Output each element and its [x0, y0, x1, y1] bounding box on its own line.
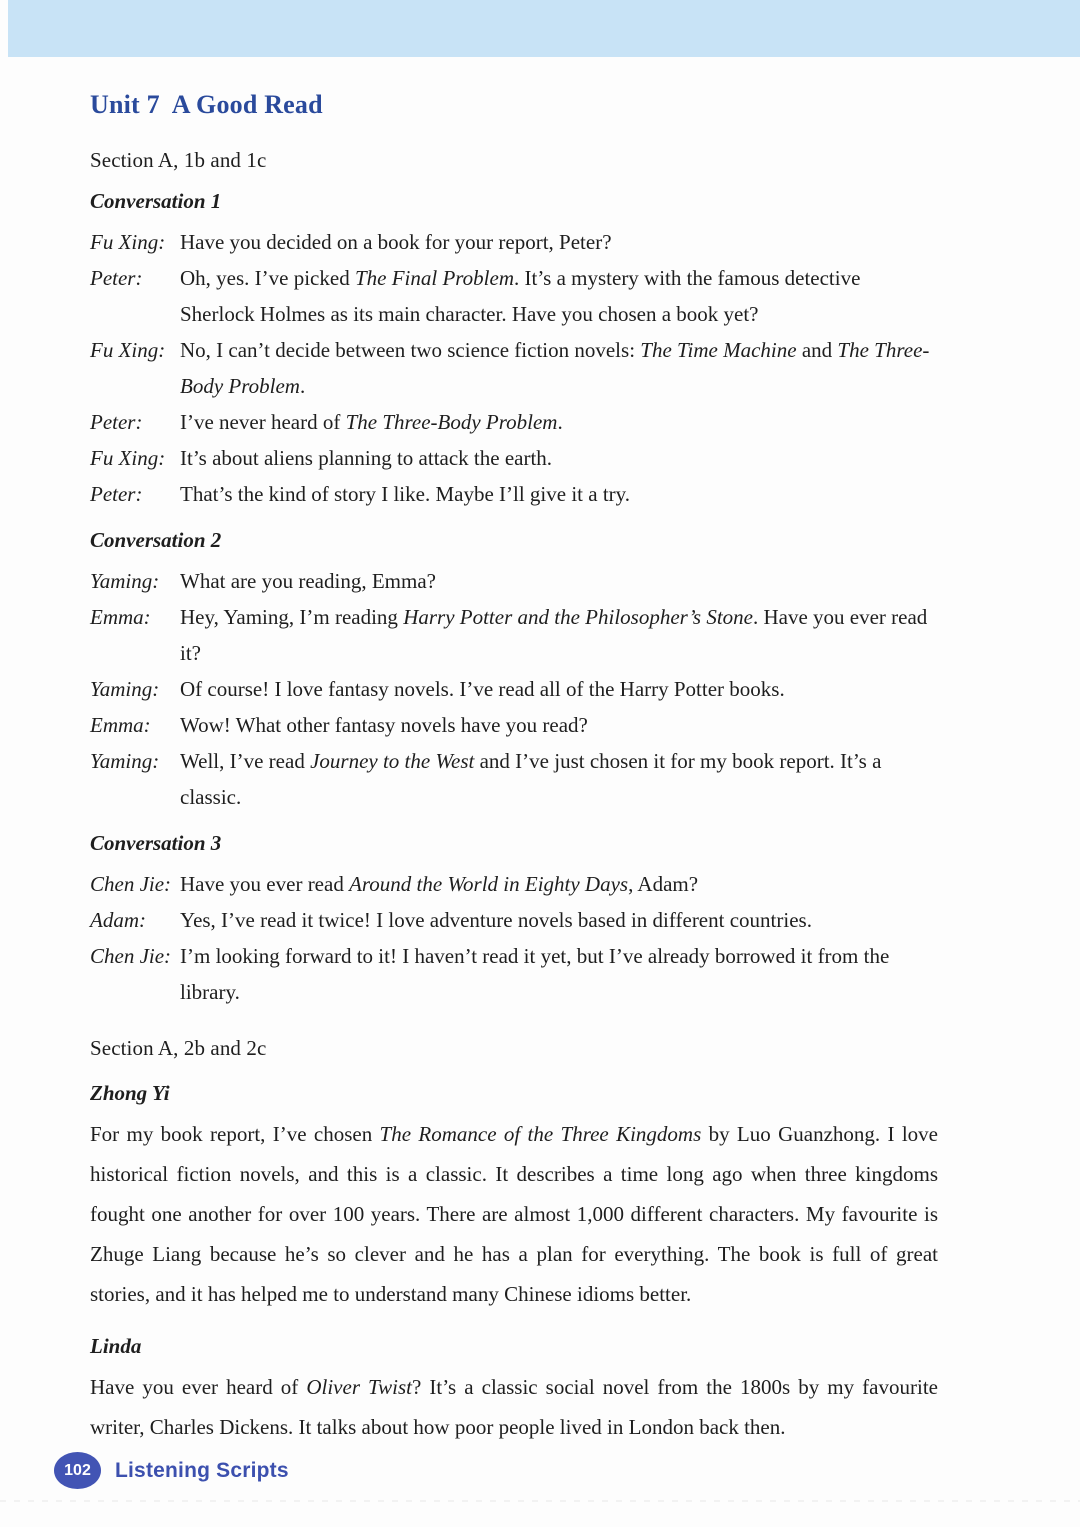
dialogue-text: [180, 599, 938, 671]
dialogue-text: [180, 440, 938, 476]
book-title-italic: Journey to the West: [310, 749, 475, 773]
dialogue-text: [180, 743, 938, 815]
conversation-block-2: [90, 528, 938, 815]
dialogue-line: [90, 902, 938, 938]
dialogue-line: [90, 440, 938, 476]
conversation-title: Conversation 2: [90, 528, 222, 552]
text-segment: It’s about aliens planning to attack the earth.: [180, 446, 553, 470]
page-content: [90, 0, 938, 1447]
dialogue-text: [180, 332, 938, 404]
text-segment: ? It’s a classic social novel from the 1800s by my favourite writer, Charles Dickens. It talks about how poor people lived in London back then.: [90, 1375, 938, 1439]
footer-section-label: Listening Scripts: [115, 1458, 289, 1482]
text-segment: Wow! What other fantasy novels have you read?: [180, 713, 588, 737]
dialogue-line: [90, 866, 938, 902]
speaker-name: Yaming:: [90, 569, 160, 593]
text-segment: Oh, yes. I’ve picked: [180, 266, 355, 290]
dialogue-line: [90, 224, 938, 260]
monologue-speaker-heading: Zhong Yi: [90, 1081, 170, 1105]
dialogue-line: [90, 404, 938, 440]
dialogue-line: [90, 938, 938, 1010]
dialogue-text: [180, 224, 938, 260]
page-number-badge: 102: [54, 1452, 101, 1489]
text-segment: . It’s a mystery with the famous detective Sherlock Holmes as its main character. Have you chosen a book yet?: [180, 266, 861, 326]
unit-title: Unit 7 A Good Read: [90, 90, 323, 119]
speaker-name: Adam:: [90, 908, 146, 932]
text-segment: I’ve never heard of: [180, 410, 346, 434]
text-segment: That’s the kind of story I like. Maybe I’ll give it a try.: [180, 482, 631, 506]
speaker-name: Yaming:: [90, 749, 160, 773]
text-segment: No, I can’t decide between two science fiction novels:: [180, 338, 641, 362]
text-segment: . Have you ever read it?: [180, 605, 928, 665]
monologue-speaker-heading: Linda: [90, 1334, 142, 1358]
dialogue-line: [90, 563, 938, 599]
dialogue-line: [90, 260, 938, 332]
text-segment: .: [557, 410, 563, 434]
text-segment: , Adam?: [628, 872, 699, 896]
speaker-name: Fu Xing:: [90, 446, 166, 470]
text-segment: Have you ever heard of: [90, 1375, 307, 1399]
speaker-name: Emma:: [90, 605, 151, 629]
dialogue-text: [180, 563, 938, 599]
speaker-name: Yaming:: [90, 677, 160, 701]
book-title-italic: The Romance of the Three Kingdoms: [379, 1122, 702, 1146]
book-title-italic: Around the World in Eighty Days: [349, 872, 629, 896]
text-segment: Of course! I love fantasy novels. I’ve read all of the Harry Potter books.: [180, 677, 785, 701]
dialogue-line: [90, 476, 938, 512]
text-segment: Have you decided on a book for your report, Peter?: [180, 230, 612, 254]
dialogue-line: [90, 743, 938, 815]
dialogue-text: [180, 476, 938, 512]
book-title-italic: Harry Potter and the Philosopher’s Stone: [403, 605, 753, 629]
text-segment: What are you reading, Emma?: [180, 569, 436, 593]
dialogue-text: [180, 671, 938, 707]
dialogue-text: [180, 707, 938, 743]
speaker-name: Peter:: [90, 410, 143, 434]
monologue-text: [90, 1367, 938, 1447]
dialogue-line: [90, 332, 938, 404]
text-segment: Have you ever read: [180, 872, 350, 896]
text-segment: For my book report, I’ve chosen: [90, 1122, 380, 1146]
conversation-title: Conversation 3: [90, 831, 222, 855]
text-segment: by Luo Guanzhong. I love historical fiction novels, and this is a classic. It describes a time long ago when three kingdoms fought one another for over 100 years. There are almost 1,000 different characters. My favourite is Zhuge Liang because he’s so clever and he has a plan for everything. The book is full of great stories, and it has helped me to understand many Chinese idioms better.: [90, 1122, 938, 1306]
book-title-italic: The Time Machine: [640, 338, 797, 362]
conversations-container: [90, 189, 938, 1010]
scan-artifact-line: [0, 1500, 1080, 1502]
speaker-name: Chen Jie:: [90, 872, 172, 896]
page-footer: [54, 1452, 289, 1489]
speaker-name: Fu Xing:: [90, 338, 166, 362]
monologues-container: [90, 1081, 938, 1447]
text-segment: Well, I’ve read: [180, 749, 311, 773]
monologue-text: [90, 1114, 938, 1314]
speaker-name: Emma:: [90, 713, 151, 737]
text-segment: and I’ve just chosen it for my book report. It’s a classic.: [180, 749, 882, 809]
text-segment: Yes, I’ve read it twice! I love adventure novels based in different countries.: [180, 908, 812, 932]
text-segment: and: [796, 338, 838, 362]
text-segment: .: [299, 374, 306, 398]
book-title-italic: Oliver Twist: [306, 1375, 413, 1399]
section-heading-1: Section A, 1b and 1c: [90, 148, 267, 172]
conversation-block-1: [90, 189, 938, 512]
monologue-block: [90, 1334, 938, 1447]
book-title-italic: The Three-Body Problem: [180, 338, 930, 398]
monologue-block: [90, 1081, 938, 1314]
dialogue-text: [180, 260, 938, 332]
text-segment: I’m looking forward to it! I haven’t read it yet, but I’ve already borrowed it from the library.: [180, 944, 890, 1004]
dialogue-text: [180, 938, 938, 1010]
dialogue-line: [90, 599, 938, 671]
section-heading-2: Section A, 2b and 2c: [90, 1036, 267, 1060]
conversation-block-3: [90, 831, 938, 1010]
speaker-name: Peter:: [90, 482, 143, 506]
speaker-name: Peter:: [90, 266, 143, 290]
dialogue-line: [90, 707, 938, 743]
dialogue-text: [180, 866, 938, 902]
book-title-italic: The Final Problem: [354, 266, 514, 290]
dialogue-text: [180, 404, 938, 440]
speaker-name: Fu Xing:: [90, 230, 166, 254]
speaker-name: Chen Jie:: [90, 944, 172, 968]
conversation-title: Conversation 1: [90, 189, 222, 213]
dialogue-line: [90, 671, 938, 707]
dialogue-text: [180, 902, 938, 938]
book-title-italic: The Three-Body Problem: [345, 410, 558, 434]
text-segment: Hey, Yaming, I’m reading: [180, 605, 404, 629]
